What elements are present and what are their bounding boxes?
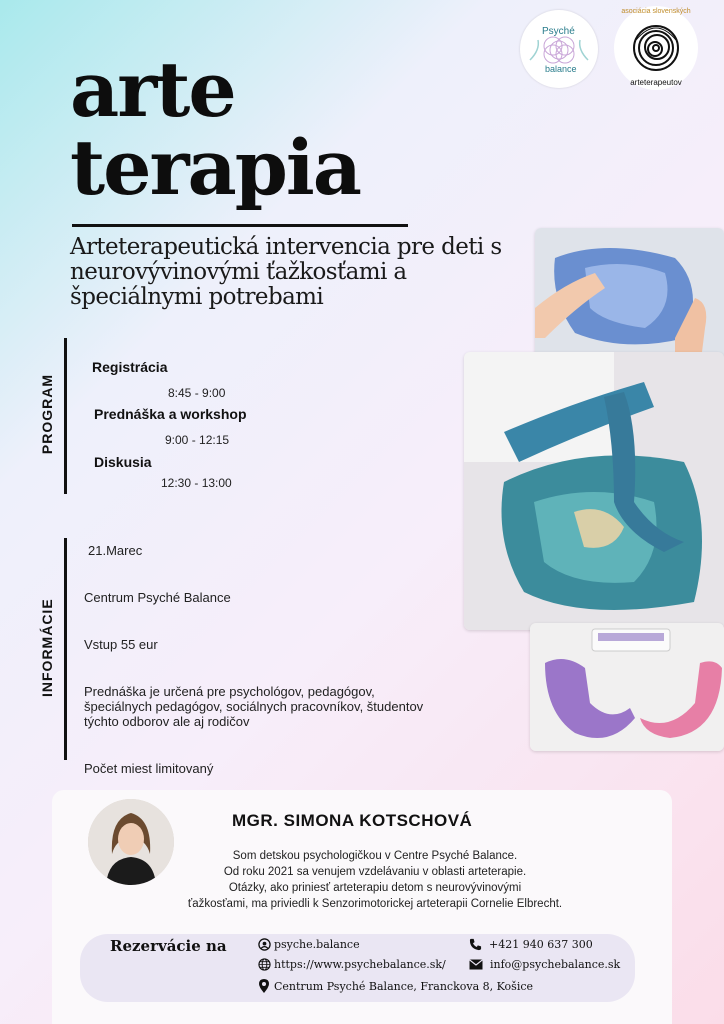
contact-instagram[interactable] xyxy=(258,938,360,951)
program-item-registration: Registrácia xyxy=(92,359,168,375)
program-item-discussion: Diskusia xyxy=(94,454,152,470)
program-time-discussion: 12:30 - 13:00 xyxy=(161,476,232,490)
psyche-balance-logo xyxy=(520,10,598,88)
logo-text-balance: balance xyxy=(545,64,577,74)
website-url: https://www.psychebalance.sk/ xyxy=(274,958,446,971)
mail-icon xyxy=(469,959,483,970)
instagram-icon xyxy=(258,938,271,951)
info-fee: Vstup 55 eur xyxy=(84,637,158,652)
info-capacity: Počet miest limitovaný xyxy=(84,761,214,776)
globe-icon xyxy=(258,958,271,971)
program-item-lecture: Prednáška a workshop xyxy=(94,406,247,422)
speaker-avatar xyxy=(88,799,174,885)
subtitle: Arteterapeutická intervencia pre deti s neurovývinovými ťažkosťami a špeciálnymi potrebami xyxy=(70,234,502,310)
contact-phone[interactable] xyxy=(469,938,593,951)
title-underline xyxy=(72,224,408,227)
bio-line: Od roku 2021 sa venujem vzdelávaniu v oblasti arteterapie. xyxy=(223,866,527,878)
location-pin-icon xyxy=(258,979,270,993)
reservation-label: Rezervácie na xyxy=(110,937,227,955)
instagram-handle: psyche.balance xyxy=(274,938,360,951)
title-line-1: arte xyxy=(70,45,235,134)
info-audience: Prednáška je určená pre psychológov, pedagógov, špeciálnych pedagógov, sociálnych pracovníkov, študentov týchto odborov ale aj rodičov xyxy=(84,684,424,729)
speaker-name: MGR. SIMONA KOTSCHOVÁ xyxy=(232,811,473,830)
phone-number: +421 940 637 300 xyxy=(489,938,593,951)
bio-line: Otázky, ako priniesť arteterapiu detom s neurovývinovými xyxy=(228,882,522,894)
program-time-lecture: 9:00 - 12:15 xyxy=(165,433,230,447)
bio-line: ťažkosťami, ma priviedli k Senzorimotorickej arteterapii Cornelie Elbrecht. xyxy=(187,898,563,910)
info-date: 21.Marec xyxy=(88,543,143,558)
association-logo xyxy=(614,6,698,90)
info-place: Centrum Psyché Balance xyxy=(84,590,231,605)
contact-email[interactable] xyxy=(469,958,620,971)
photo-pastel-shapes xyxy=(530,623,724,751)
association-text-top: asociácia slovenských xyxy=(621,8,691,15)
logo-text-psyche: Psyché xyxy=(542,26,575,37)
contact-website[interactable] xyxy=(258,958,446,971)
info-divider xyxy=(64,538,67,760)
contact-address xyxy=(258,979,533,993)
association-text-bottom: arteterapeutov xyxy=(630,78,682,87)
program-divider xyxy=(64,338,67,494)
bio-line: Som detskou psychologičkou v Centre Psyché Balance. xyxy=(232,850,518,862)
program-label: PROGRAM xyxy=(39,373,55,455)
speaker-bio xyxy=(165,848,585,912)
address-text: Centrum Psyché Balance, Franckova 8, Košice xyxy=(274,979,534,993)
photo-painted-arms xyxy=(464,352,724,630)
photo-hands-painting xyxy=(535,228,724,368)
email-address: info@psychebalance.sk xyxy=(490,958,621,971)
info-label: INFORMÁCIE xyxy=(39,598,55,697)
program-time-registration: 8:45 - 9:00 xyxy=(168,386,226,400)
phone-icon xyxy=(469,938,482,951)
title-line-2: terapia xyxy=(70,123,360,212)
